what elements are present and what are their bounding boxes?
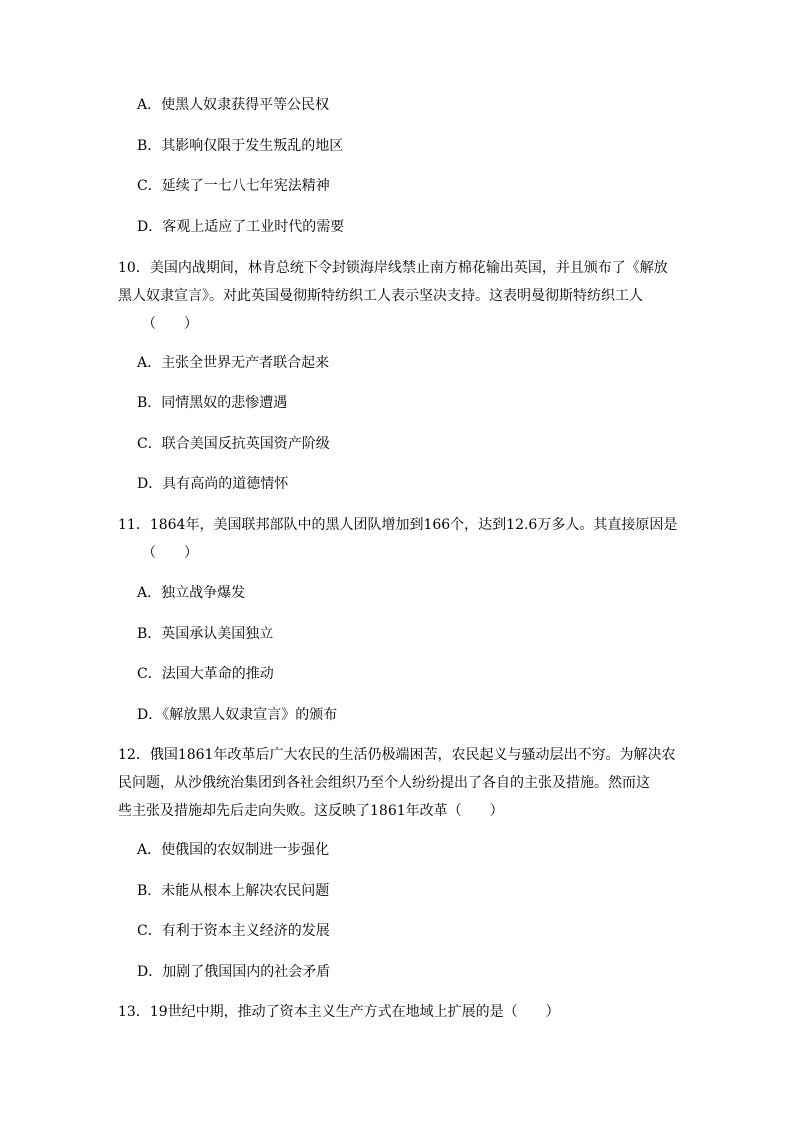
q12-stem-line: 民问题，从沙俄统治集团到各社会组织乃至个人纷纷提出了各自的主张及措施。然而这 [118, 775, 650, 791]
q12-stem-line: 些主张及措施却先后走向失败。这反映了1861年改革（ ） [118, 803, 504, 819]
q12-stem [118, 741, 678, 825]
q10-option-d: D．具有高尚的道德情怀 [137, 476, 289, 492]
q12-option-a: A．使俄国的农奴制进一步强化 [137, 842, 330, 858]
q12-option-c: C．有利于资本主义经济的发展 [137, 923, 330, 939]
q10-answer-blank: （ ） [142, 316, 198, 332]
q9-option-c: C．延续了一七八七年宪法精神 [137, 178, 330, 194]
q10-stem [118, 254, 678, 338]
q11-option-c: C．法国大革命的推动 [137, 666, 274, 682]
q12-option-b: B．未能从根本上解决农民问题 [137, 883, 330, 899]
q11-option-a: A．独立战争爆发 [137, 585, 246, 601]
q13-stem [118, 998, 678, 1026]
q10-option-b: B．同情黑奴的悲惨遭遇 [137, 395, 288, 411]
q9-option-a: A．使黑人奴隶获得平等公民权 [137, 97, 330, 113]
q11-option-b: B．英国承认美国独立 [137, 626, 274, 642]
q12-stem-line: 12．俄国1861年改革后广大农民的生活仍极端困苦，农民起义与骚动层出不穷。为解决农 [118, 747, 676, 763]
q10-option-a: A．主张全世界无产者联合起来 [137, 355, 330, 371]
q11-stem-line: 11．1864年，美国联邦部队中的黑人团队增加到166个，达到12.6万多人。其直接原因是 [118, 517, 678, 533]
q10-option-c: C．联合美国反抗英国资产阶级 [137, 436, 330, 452]
q12-option-d: D．加剧了俄国国内的社会矛盾 [137, 964, 331, 980]
q10-stem-line: 10．美国内战期间，林肯总统下令封锁海岸线禁止南方棉花输出英国，并且颁布了《解放 [118, 260, 668, 276]
q9-option-d: D．客观上适应了工业时代的需要 [137, 219, 345, 235]
q10-stem-line: 黑人奴隶宣言》。对此英国曼彻斯特纺织工人表示坚决支持。这表明曼彻斯特纺织工人 [118, 288, 643, 304]
q11-answer-blank: （ ） [142, 545, 198, 561]
q11-stem [118, 511, 678, 567]
q11-option-d: D．《解放黑人奴隶宣言》的颁布 [137, 707, 338, 723]
q13-stem-line: 13．19世纪中期，推动了资本主义生产方式在地域上扩展的是（ ） [118, 1004, 560, 1020]
q9-option-b: B．其影响仅限于发生叛乱的地区 [137, 138, 344, 154]
